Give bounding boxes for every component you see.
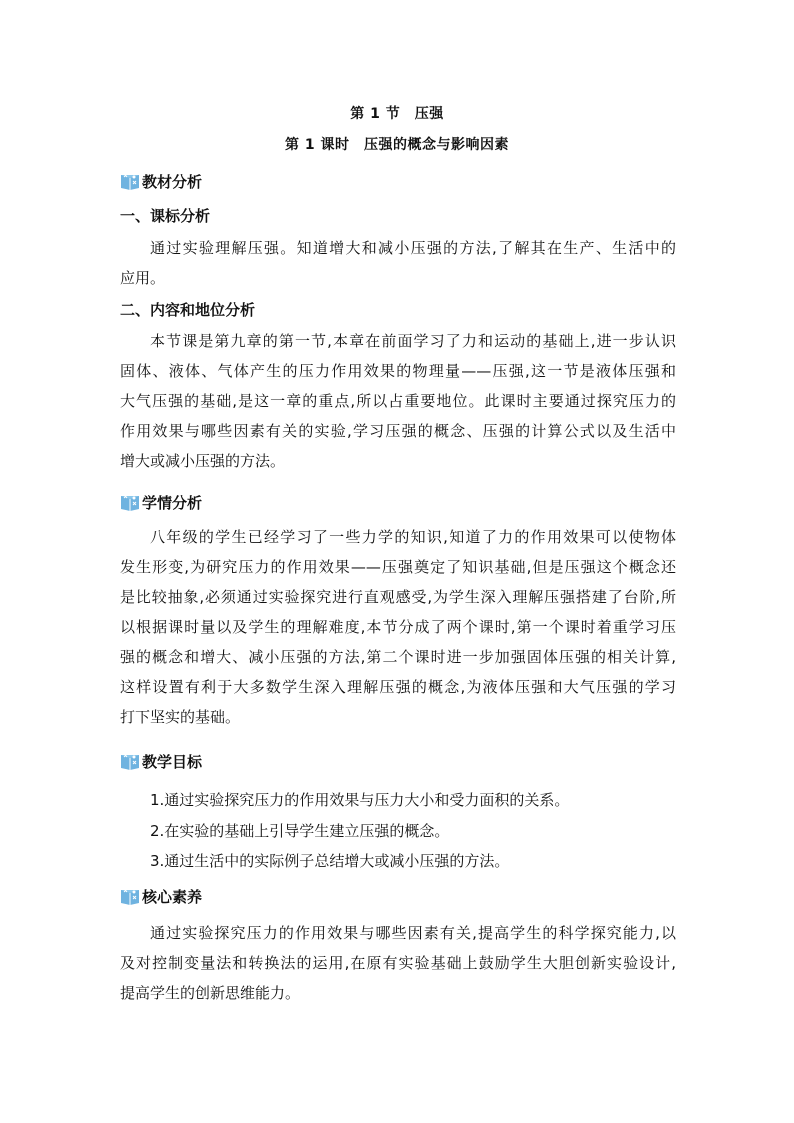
goal-item: 3.通过生活中的实际例子总结增大或减小压强的方法。 (150, 852, 510, 870)
section-heading: 教材分析 (142, 172, 203, 191)
section-title: 第 1 节 压强 (350, 106, 444, 122)
text-line: 强的概念和增大、减小压强的方法,第二个课时进一步加强固体压强的相关计算, (120, 648, 676, 666)
text-line: 应用。 (120, 269, 166, 287)
subheading-content: 二、内容和地位分析 (120, 301, 256, 319)
text-line: 提高学生的创新思维能力。 (120, 984, 301, 1002)
section-material-analysis (120, 170, 202, 192)
paragraph-core-literacy (120, 918, 676, 1008)
paragraph-content (120, 326, 676, 476)
paragraph-curriculum (120, 233, 676, 293)
text-line: 以根据课时量以及学生的理解难度,本节分成了两个课时,第一个课时着重学习压 (120, 618, 676, 636)
goal-item: 2.在实验的基础上引导学生建立压强的概念。 (150, 822, 450, 840)
book-icon (120, 752, 140, 770)
text-line: 八年级的学生已经学习了一些力学的知识,知道了力的作用效果可以使物体 (150, 528, 676, 546)
lesson-title: 第 1 课时 压强的概念与影响因素 (285, 137, 509, 153)
text-line: 大气压强的基础,是这一章的重点,所以占重要地位。此课时主要通过探究压力的 (120, 392, 676, 410)
text-line: 是比较抽象,必须通过实验探究进行直观感受,为学生深入理解压强搭建了台阶,所 (120, 588, 676, 606)
text-line: 及对控制变量法和转换法的运用,在原有实验基础上鼓励学生大胆创新实验设计, (120, 954, 676, 972)
text-line: 通过实验理解压强。知道增大和减小压强的方法,了解其在生产、生活中的 (150, 239, 676, 257)
text-line: 作用效果与哪些因素有关的实验,学习压强的概念、压强的计算公式以及生活中 (120, 422, 676, 440)
book-icon (120, 172, 140, 190)
goal-item: 1.通过实验探究压力的作用效果与压力大小和受力面积的关系。 (150, 791, 570, 809)
text-line: 增大或减小压强的方法。 (120, 452, 286, 470)
text-line: 打下坚实的基础。 (120, 708, 241, 726)
text-line: 通过实验探究压力的作用效果与哪些因素有关,提高学生的科学探究能力,以 (150, 924, 676, 942)
section-student-analysis (120, 491, 202, 513)
section-heading: 核心素养 (142, 887, 203, 906)
text-line: 发生形变,为研究压力的作用效果——压强奠定了知识基础,但是压强这个概念还 (120, 558, 676, 576)
subheading-curriculum: 一、课标分析 (120, 207, 211, 225)
text-line: 固体、液体、气体产生的压力作用效果的物理量——压强,这一节是液体压强和 (120, 362, 676, 380)
section-teaching-goals (120, 750, 202, 772)
paragraph-student-analysis (120, 522, 676, 732)
text-line: 本节课是第九章的第一节,本章在前面学习了力和运动的基础上,进一步认识 (150, 332, 676, 350)
book-icon (120, 887, 140, 905)
section-heading: 教学目标 (142, 752, 203, 771)
section-core-literacy (120, 885, 202, 907)
section-heading: 学情分析 (142, 493, 203, 512)
text-line: 这样设置有利于大多数学生深入理解压强的概念,为液体压强和大气压强的学习 (120, 678, 676, 696)
book-icon (120, 493, 140, 511)
